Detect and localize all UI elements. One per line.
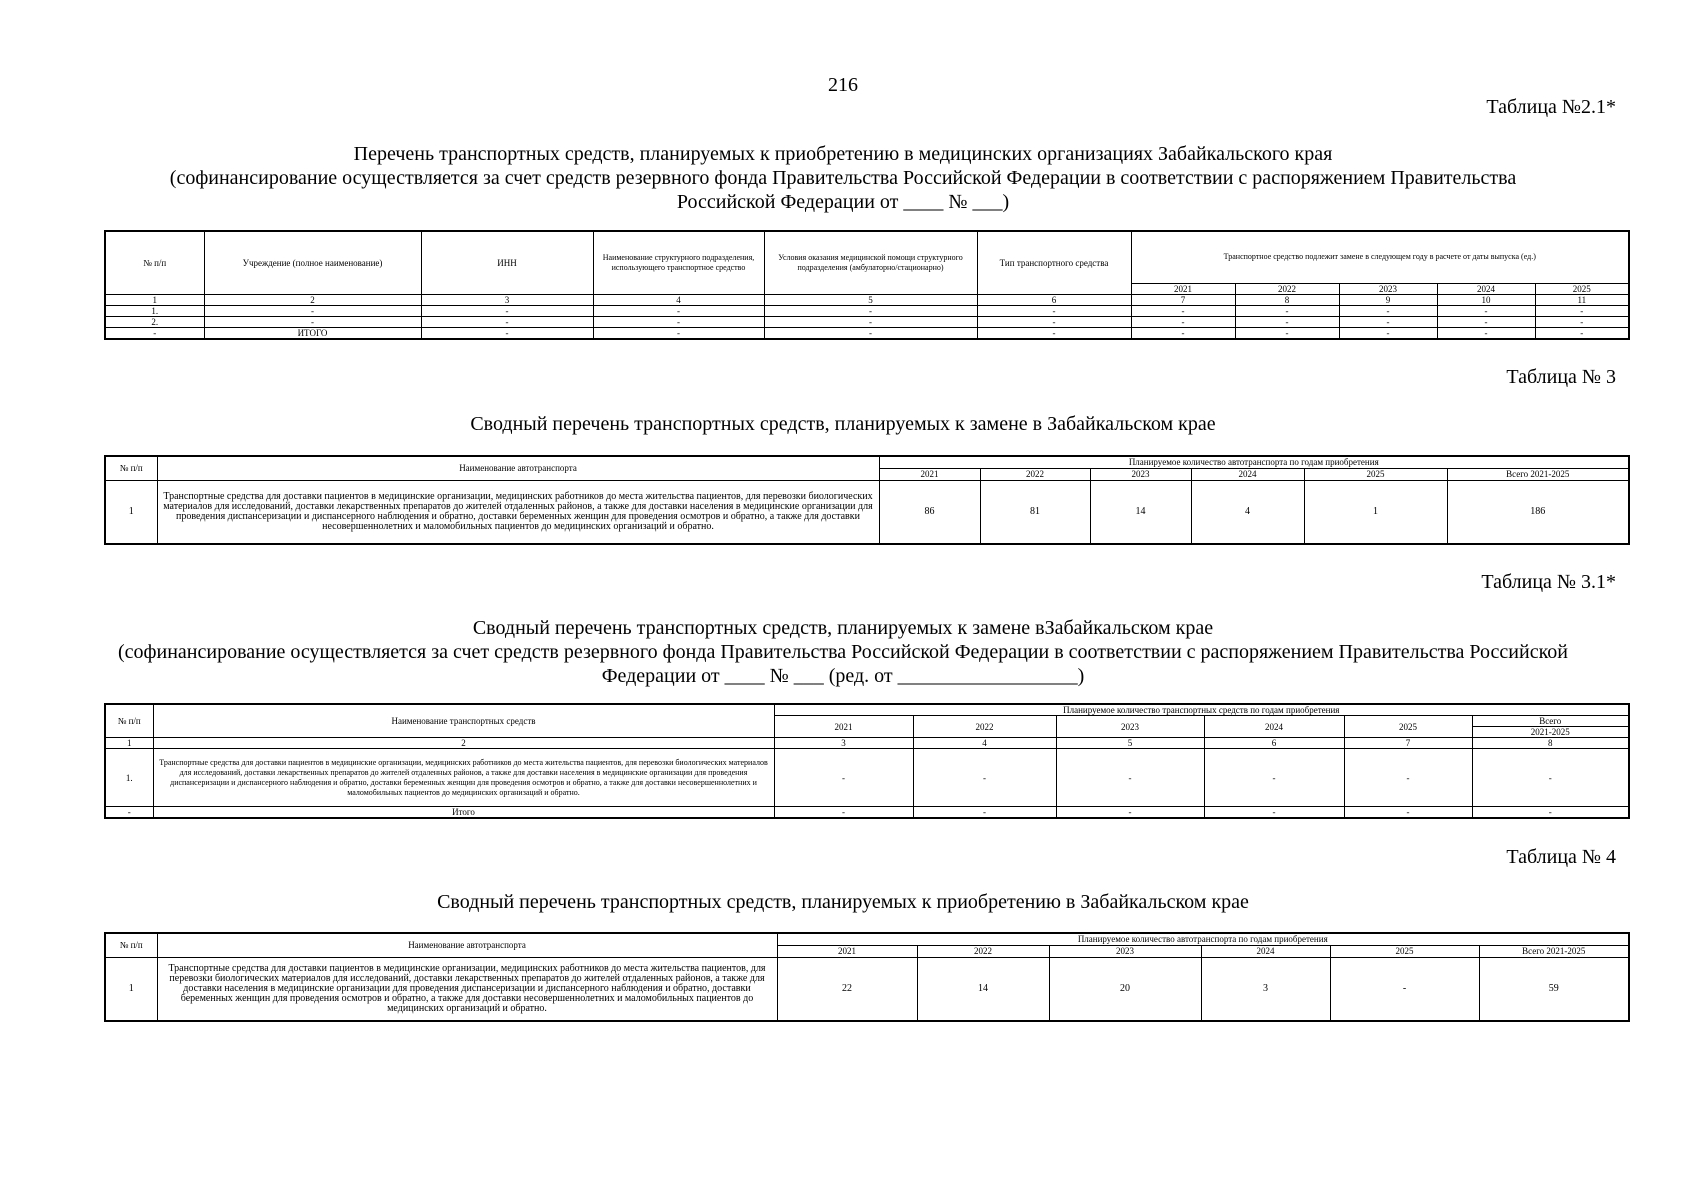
- row-description: Транспортные средства для доставки пациентов в медицинские организации, медицинских работников до места жительства пациентов, для перевозки биологических материалов для исследований, доставки лекарственных препаратов до жителей отдаленных районов, а также для доставки населения в медицинские организации для проведения диспансеризации и диспансерного наблюдения и обратно, доставки беременных женщин для проведения осмотров и обратно, а также для доставки несовершеннолетних и маломобильных пациентов до медицинских организаций и обратно.: [157, 480, 879, 544]
- row-value: -: [774, 807, 913, 819]
- header-type: Тип транспортного средства: [977, 231, 1131, 294]
- table-cell: -: [1437, 305, 1535, 316]
- table-row: [105, 480, 1629, 544]
- row-value: -: [1204, 807, 1344, 819]
- table-3-1: [104, 703, 1630, 819]
- row-value: -: [774, 749, 913, 807]
- header-year: 2023: [1339, 283, 1437, 294]
- table-cell: -: [1235, 327, 1339, 339]
- row-value: 86: [879, 480, 980, 544]
- table-4: [104, 932, 1630, 1022]
- header-year: 2022: [913, 716, 1056, 738]
- header-year: 2025: [1344, 716, 1472, 738]
- table-cell: 2.: [105, 316, 204, 327]
- title-line: (софинансирование осуществляется за счет средств резервного фонда Правительства Российской Федерации в соответствии с распоряжением Правительства: [169, 167, 1517, 189]
- header-planned: Планируемое количество автотранспорта по годам приобретения: [879, 456, 1629, 468]
- row-value: 4: [1191, 480, 1304, 544]
- table-row: [105, 316, 1629, 327]
- row-value: -: [1344, 807, 1472, 819]
- header-year: 2023: [1090, 468, 1191, 480]
- index-cell: 4: [913, 738, 1056, 749]
- header-unit: Наименование структурного подразделения, использующего транспортное средство: [593, 231, 764, 294]
- index-cell: 5: [764, 294, 977, 305]
- table-cell: -: [764, 305, 977, 316]
- table-cell: -: [204, 305, 421, 316]
- table-cell: -: [421, 305, 593, 316]
- header-replace: Транспортное средство подлежит замене в следующем году в расчете от даты выпуска (ед.): [1131, 231, 1629, 283]
- page-number: 216: [828, 74, 858, 96]
- header-institution: Учреждение (полное наименование): [204, 231, 421, 294]
- header-name: Наименование автотранспорта: [157, 456, 879, 480]
- index-cell: 2: [204, 294, 421, 305]
- header-num: № п/п: [105, 704, 153, 738]
- table-cell: -: [204, 316, 421, 327]
- table-cell: 1.: [105, 305, 204, 316]
- title-line: (софинансирование осуществляется за счет средств резервного фонда Правительства Российской Федерации в соответствии с распоряжением Правительства Российской: [118, 641, 1568, 663]
- table-3-title: Сводный перечень транспортных средств, планируемых к замене в Забайкальском крае: [470, 413, 1216, 435]
- index-cell: 3: [421, 294, 593, 305]
- header-num: № п/п: [105, 231, 204, 294]
- table-cell: -: [977, 327, 1131, 339]
- table-cell: -: [593, 305, 764, 316]
- header-year: 2023: [1056, 716, 1204, 738]
- table-cell: -: [1339, 327, 1437, 339]
- index-cell: 2: [153, 738, 774, 749]
- row-value: 14: [1090, 480, 1191, 544]
- table-cell: -: [1131, 305, 1235, 316]
- table-cell: -: [1339, 316, 1437, 327]
- row-total: 59: [1479, 957, 1629, 1021]
- header-year: 2022: [1235, 283, 1339, 294]
- table-3: [104, 455, 1630, 545]
- table-cell: -: [1535, 316, 1629, 327]
- header-year: 2024: [1204, 716, 1344, 738]
- row-total: -: [1472, 807, 1629, 819]
- index-cell: 1: [105, 294, 204, 305]
- table-cell: -: [1235, 316, 1339, 327]
- table-row: [105, 749, 1629, 807]
- total-label: ИТОГО: [204, 327, 421, 339]
- row-total: 186: [1447, 480, 1629, 544]
- header-num: № п/п: [105, 456, 157, 480]
- total-row: [105, 807, 1629, 819]
- header-year: 2022: [980, 468, 1090, 480]
- header-name: Наименование транспортных средств: [153, 704, 774, 738]
- row-value: -: [1056, 749, 1204, 807]
- header-total: Всего 2021-2025: [1447, 468, 1629, 480]
- header-name: Наименование автотранспорта: [157, 933, 777, 957]
- title-line: Федерации от ____ № ___ (ред. от __________________): [601, 665, 1085, 687]
- total-label: Итого: [153, 807, 774, 819]
- table-2-1-label: Таблица №2.1*: [1486, 96, 1616, 118]
- table-4-label: Таблица № 4: [1506, 846, 1616, 868]
- row-num: 1: [105, 480, 157, 544]
- row-value: -: [913, 749, 1056, 807]
- index-cell: 6: [1204, 738, 1344, 749]
- row-value: -: [1056, 807, 1204, 819]
- row-num: 1: [105, 957, 157, 1021]
- table-3-1-title: [100, 616, 1586, 688]
- index-cell: 5: [1056, 738, 1204, 749]
- table-cell: -: [1131, 316, 1235, 327]
- header-planned: Планируемое количество транспортных средств по годам приобретения: [774, 704, 1629, 716]
- index-cell: 10: [1437, 294, 1535, 305]
- table-cell: -: [1535, 305, 1629, 316]
- index-cell: 3: [774, 738, 913, 749]
- header-total: Всего 2021-2025: [1479, 945, 1629, 957]
- row-value: 14: [917, 957, 1049, 1021]
- index-cell: 6: [977, 294, 1131, 305]
- row-value: 20: [1049, 957, 1201, 1021]
- table-cell: -: [977, 305, 1131, 316]
- row-value: -: [1344, 749, 1472, 807]
- header-year: 2025: [1535, 283, 1629, 294]
- table-cell: -: [593, 316, 764, 327]
- table-cell: -: [764, 327, 977, 339]
- table-3-label: Таблица № 3: [1506, 366, 1616, 388]
- header-year: 2021: [777, 945, 917, 957]
- table-cell: -: [105, 327, 204, 339]
- table-cell: -: [1235, 305, 1339, 316]
- header-num: № п/п: [105, 933, 157, 957]
- total-row: [105, 327, 1629, 339]
- header-total-range: 2021-2025: [1472, 727, 1629, 738]
- header-year: 2023: [1049, 945, 1201, 957]
- title-line: Перечень транспортных средств, планируемых к приобретению в медицинских организациях Забайкальского края: [353, 143, 1333, 165]
- table-cell: -: [593, 327, 764, 339]
- title-line: Сводный перечень транспортных средств, планируемых к замене вЗабайкальском крае: [472, 617, 1214, 639]
- row-value: 22: [777, 957, 917, 1021]
- row-description: Транспортные средства для доставки пациентов в медицинские организации, медицинских работников до места жительства пациентов, для перевозки биологических материалов для исследований, доставки лекарственных препаратов до жителей отдаленных районов, а также для доставки населения в медицинские организации для проведения диспансеризации и диспансерного наблюдения и обратно, доставки беременных женщин для проведения осмотров и обратно, а также для доставки несовершеннолетних и маломобильных пациентов до медицинских организаций и обратно.: [153, 749, 774, 807]
- table-cell: -: [1437, 327, 1535, 339]
- table-cell: -: [764, 316, 977, 327]
- table-3-1-label: Таблица № 3.1*: [1481, 571, 1616, 593]
- table-cell: -: [1131, 327, 1235, 339]
- table-cell: -: [421, 327, 593, 339]
- row-value: -: [913, 807, 1056, 819]
- table-cell: -: [1437, 316, 1535, 327]
- header-year: 2021: [774, 716, 913, 738]
- header-total: Всего: [1472, 716, 1629, 727]
- table-2-1-title: [100, 142, 1586, 214]
- table-2-1: [104, 230, 1630, 340]
- index-cell: 11: [1535, 294, 1629, 305]
- row-description: Транспортные средства для доставки пациентов в медицинские организации, медицинских работников до места жительства пациентов, для перевозки биологических материалов для исследований, доставки лекарственных препаратов до жителей отдаленных районов, а также для доставки населения в медицинские организации для проведения диспансеризации и диспансерного наблюдения и обратно, доставки беременных женщин для проведения осмотров и обратно, а также для доставки несовершеннолетних и маломобильных пациентов до медицинских организаций и обратно.: [157, 957, 777, 1021]
- index-cell: 4: [593, 294, 764, 305]
- index-cell: 9: [1339, 294, 1437, 305]
- header-year: 2021: [1131, 283, 1235, 294]
- row-value: 81: [980, 480, 1090, 544]
- index-row: [105, 294, 1629, 305]
- index-row: [105, 738, 1629, 749]
- row-total: -: [1472, 749, 1629, 807]
- index-cell: 7: [1344, 738, 1472, 749]
- row-value: -: [1204, 749, 1344, 807]
- header-planned: Планируемое количество автотранспорта по годам приобретения: [777, 933, 1629, 945]
- index-cell: 7: [1131, 294, 1235, 305]
- row-num: 1.: [105, 749, 153, 807]
- table-row: [105, 957, 1629, 1021]
- index-cell: 8: [1235, 294, 1339, 305]
- index-cell: 8: [1472, 738, 1629, 749]
- header-year: 2024: [1437, 283, 1535, 294]
- header-year: 2025: [1304, 468, 1447, 480]
- header-year: 2022: [917, 945, 1049, 957]
- header-year: 2024: [1191, 468, 1304, 480]
- title-line: Российской Федерации от ____ № ___): [676, 191, 1010, 213]
- table-cell: -: [1339, 305, 1437, 316]
- table-cell: -: [977, 316, 1131, 327]
- header-conditions: Условия оказания медицинской помощи структурного подразделения (амбулаторно/стационарно): [764, 231, 977, 294]
- header-year: 2024: [1201, 945, 1330, 957]
- index-cell: 1: [105, 738, 153, 749]
- header-year: 2021: [879, 468, 980, 480]
- row-value: 1: [1304, 480, 1447, 544]
- table-4-title: Сводный перечень транспортных средств, планируемых к приобретению в Забайкальском крае: [437, 891, 1249, 913]
- header-year: 2025: [1330, 945, 1479, 957]
- table-row: [105, 305, 1629, 316]
- table-cell: -: [1535, 327, 1629, 339]
- row-value: -: [1330, 957, 1479, 1021]
- row-num: -: [105, 807, 153, 819]
- header-inn: ИНН: [421, 231, 593, 294]
- row-value: 3: [1201, 957, 1330, 1021]
- table-cell: -: [421, 316, 593, 327]
